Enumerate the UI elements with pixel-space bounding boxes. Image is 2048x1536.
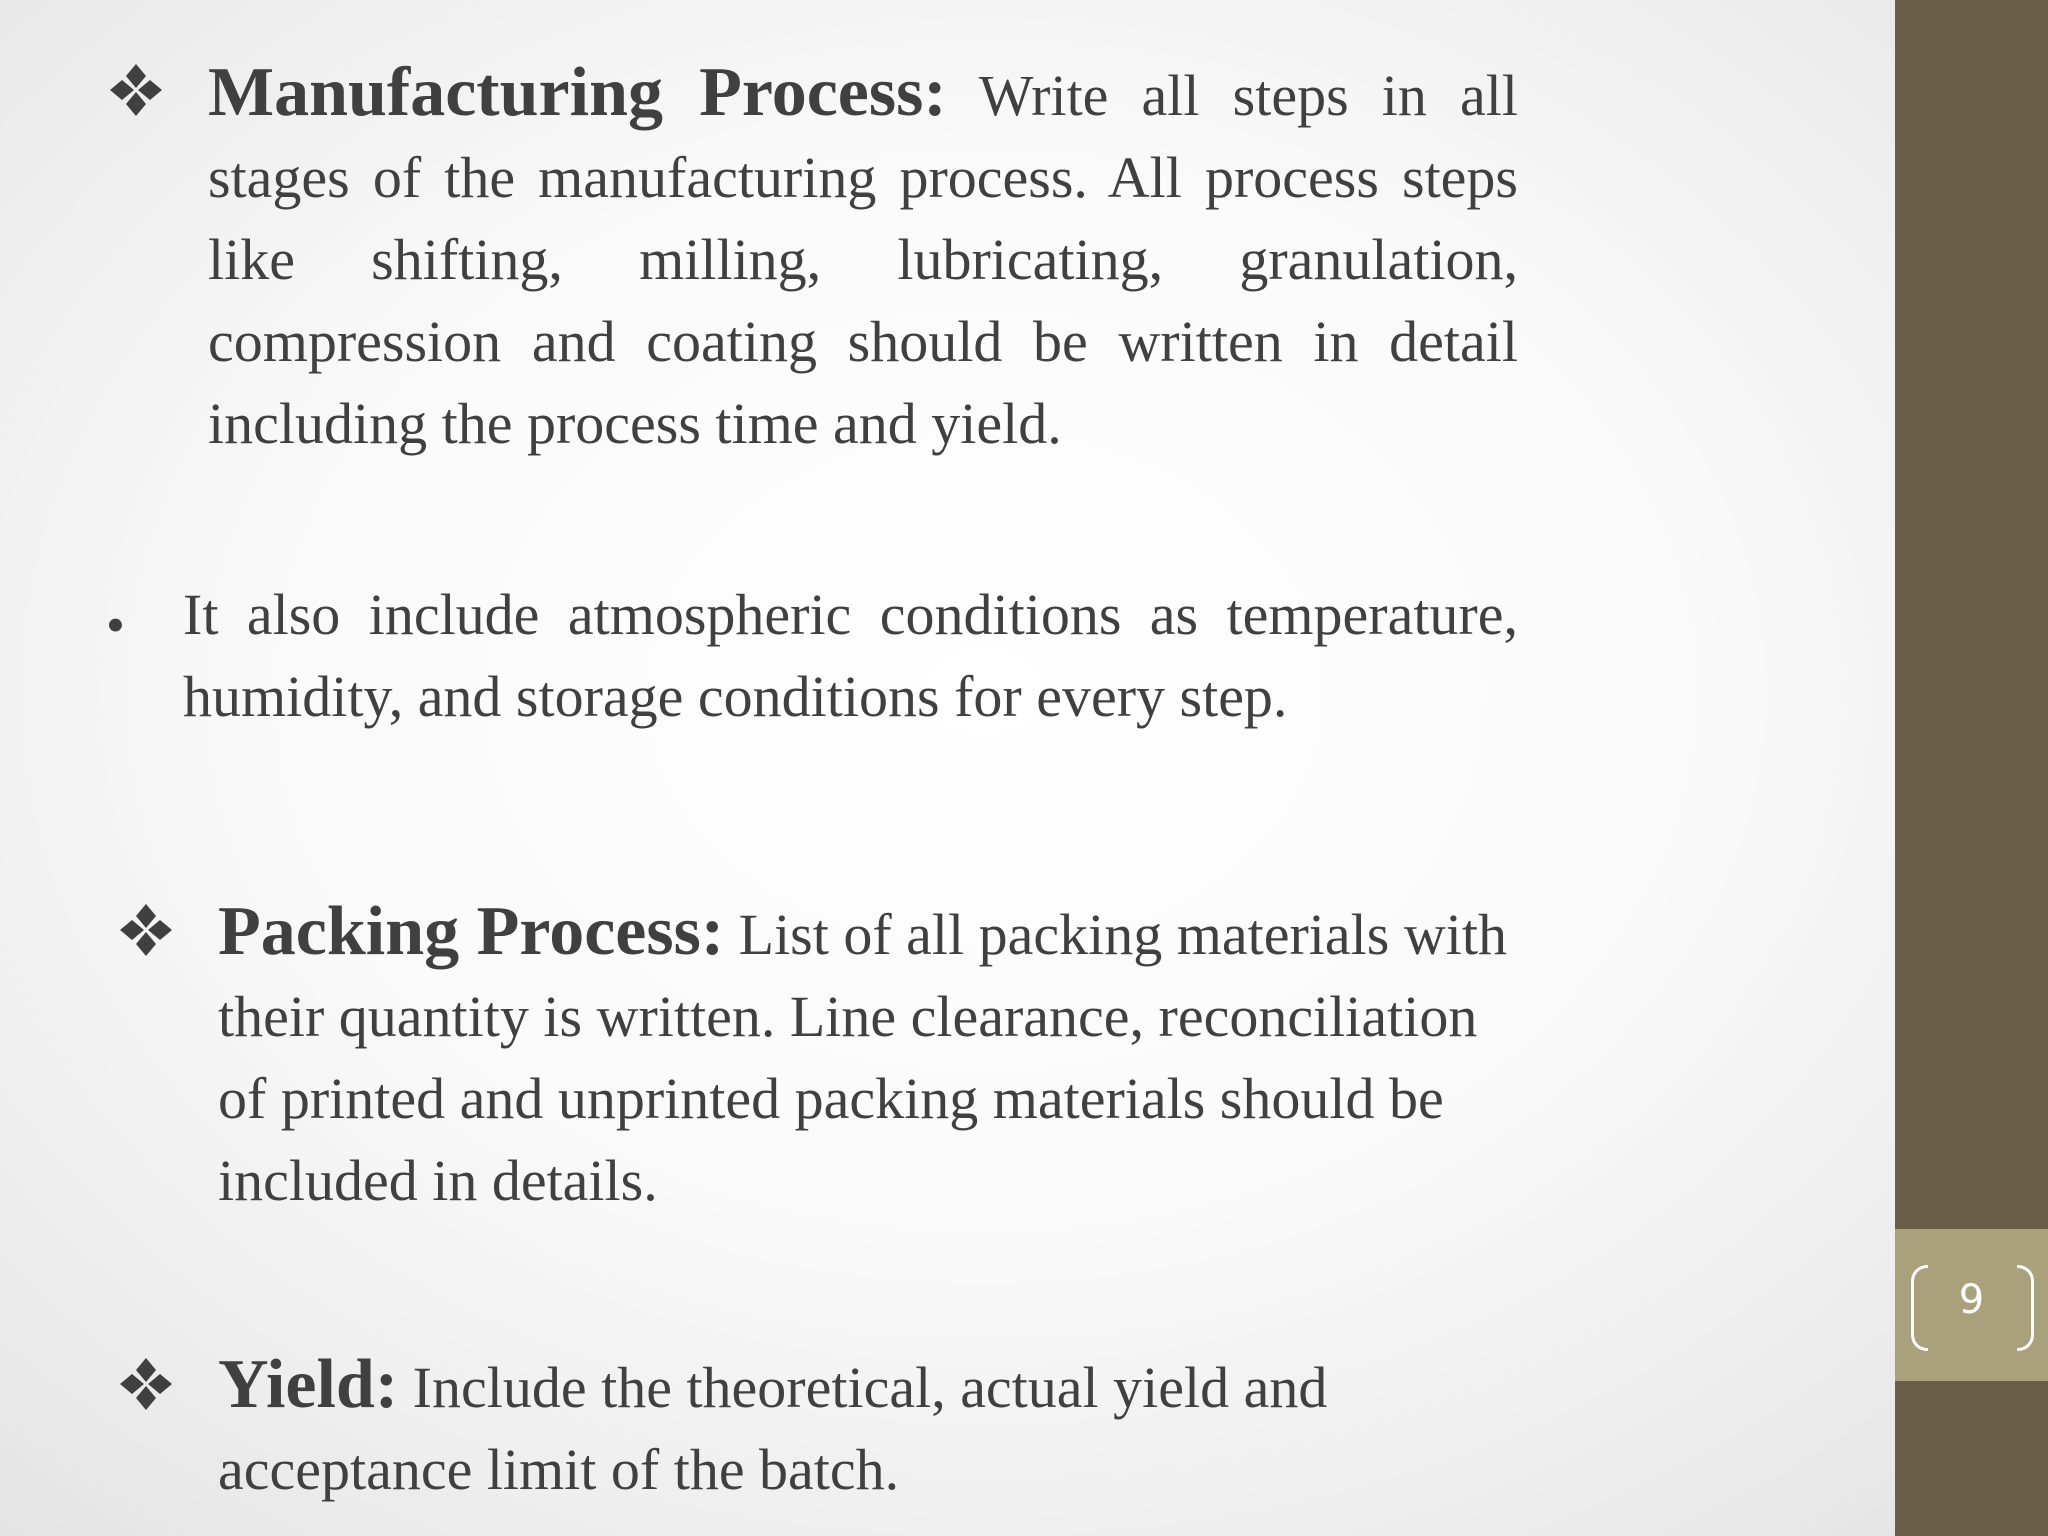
manufacturing-process-bullet: [208, 52, 1518, 465]
bullet-body: List of all packing materials with their quantity is written. Line clearance, reconciliation of printed and unprinted packing materials should be included in details.: [218, 902, 1507, 1213]
bullet-body: Include the theoretical, actual yield and acceptance limit of the batch.: [218, 1355, 1328, 1502]
bullet-heading: Packing Process:: [218, 893, 725, 970]
page-number: 9: [1958, 1277, 1985, 1323]
bullet-body: It also include atmospheric conditions as temperature, humidity, and storage conditions for every step.: [183, 582, 1518, 729]
diamond-bullet-icon: [118, 1356, 174, 1412]
bullet-text: [218, 891, 1518, 1222]
packing-process-bullet: [218, 891, 1518, 1222]
bullet-body: Write all steps in all stages of the manufacturing process. All process steps like shifting, milling, lubricating, granulation, compression and coating should be written in detail including the process time and yield.: [208, 63, 1519, 456]
page-number-box: [1895, 1229, 2048, 1381]
bullet-heading: Yield:: [218, 1346, 399, 1423]
bullet-heading: Manufacturing Process:: [208, 54, 947, 131]
bullet-text: [208, 52, 1518, 465]
atmospheric-conditions-bullet: [183, 574, 1518, 738]
diamond-bullet-icon: [108, 62, 164, 118]
diamond-bullet-icon: [118, 902, 174, 958]
yield-bullet: [218, 1344, 1518, 1511]
round-bullet-icon: •: [106, 595, 125, 655]
bullet-text: [218, 1344, 1518, 1511]
